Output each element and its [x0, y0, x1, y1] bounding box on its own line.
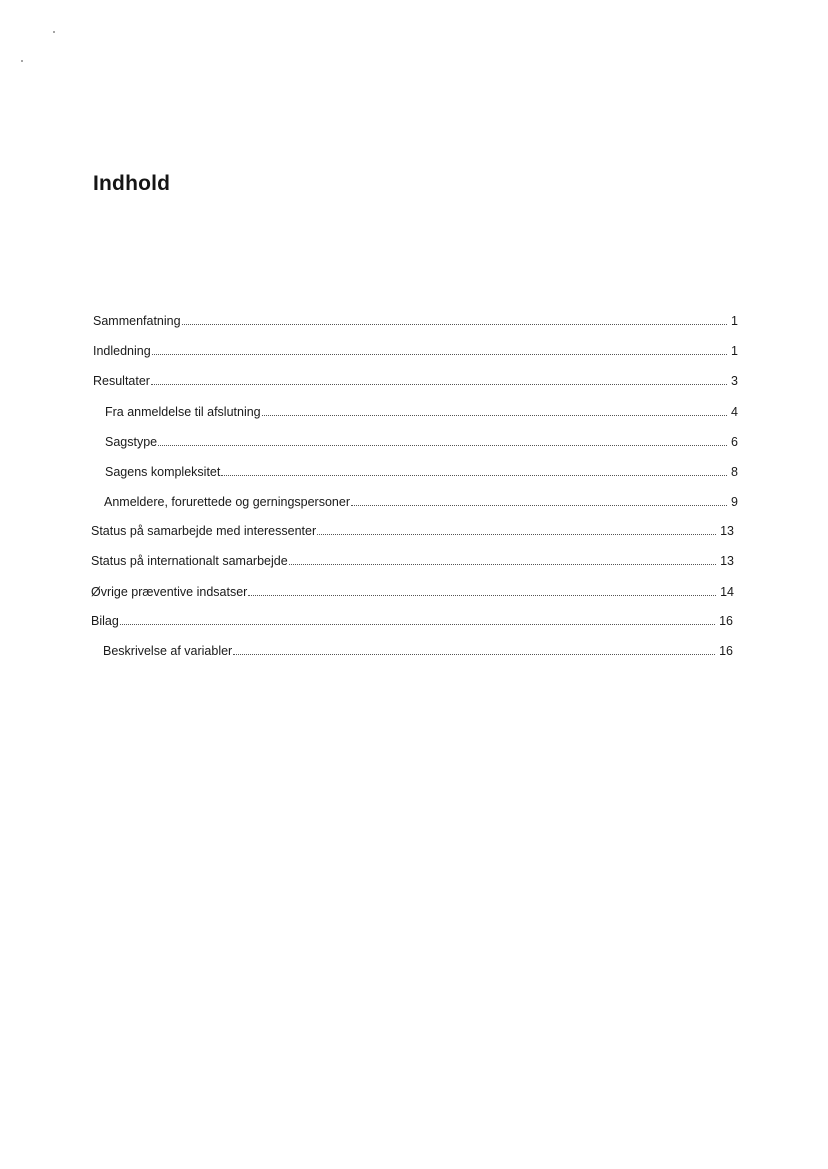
- toc-dot-leader: [120, 624, 715, 625]
- toc-entry-bilag[interactable]: [91, 613, 733, 629]
- toc-entry-label: Anmeldere, forurettede og gerningspersoner: [104, 495, 350, 509]
- toc-entry-label: Bilag: [91, 614, 119, 628]
- toc-dot-leader: [158, 445, 727, 446]
- page-title: Indhold: [93, 172, 171, 195]
- toc-entry-label: Øvrige præventive indsatser: [91, 585, 248, 599]
- toc-dot-leader: [262, 415, 727, 416]
- toc-dot-leader: [151, 384, 727, 385]
- toc-page-number: 1: [731, 344, 738, 358]
- toc-entry-label: Resultater: [93, 374, 150, 388]
- toc-entry-oevrige-indsatser[interactable]: [91, 584, 734, 600]
- toc-entry-label: Fra anmeldelse til afslutning: [105, 405, 261, 419]
- toc-dot-leader: [182, 324, 727, 325]
- toc-entry-status-interessenter[interactable]: [91, 523, 734, 539]
- toc-entry-fra-anmeldelse[interactable]: [105, 404, 738, 420]
- toc-dot-leader: [351, 505, 727, 506]
- toc-entry-indledning[interactable]: [93, 343, 738, 359]
- toc-entry-status-internationalt[interactable]: [91, 553, 734, 569]
- toc-entry-sagens-kompleksitet[interactable]: [105, 464, 738, 480]
- toc-dot-leader: [248, 595, 716, 596]
- toc-page-number: 16: [719, 644, 733, 658]
- toc-page-number: 1: [731, 314, 738, 328]
- toc-dot-leader: [317, 534, 716, 535]
- toc-entry-label: Indledning: [93, 344, 151, 358]
- toc-entry-label: Sagens kompleksitet: [105, 465, 221, 479]
- toc-entry-sammenfatning[interactable]: [93, 313, 738, 329]
- toc-entry-label: Sammenfatning: [93, 314, 181, 328]
- toc-entry-beskrivelse-variabler[interactable]: [103, 643, 733, 659]
- toc-dot-leader: [221, 475, 727, 476]
- toc-entry-label: Status på samarbejde med interessenter: [91, 524, 317, 538]
- toc-dot-leader: [152, 354, 727, 355]
- toc-dot-leader: [233, 654, 715, 655]
- toc-page-number: 13: [720, 524, 734, 538]
- toc-entry-label: Status på internationalt samarbejde: [91, 554, 288, 568]
- toc-entry-label: Beskrivelse af variabler: [103, 644, 233, 658]
- toc-entry-anmeldere[interactable]: [104, 494, 738, 510]
- toc-dot-leader: [289, 564, 716, 565]
- toc-page-number: 6: [731, 435, 738, 449]
- toc-page-number: 14: [720, 585, 734, 599]
- toc-page-number: 16: [719, 614, 733, 628]
- toc-entry-sagstype[interactable]: [105, 434, 738, 450]
- toc-page-number: 9: [731, 495, 738, 509]
- toc-page-number: 3: [731, 374, 738, 388]
- toc-entry-label: Sagstype: [105, 435, 158, 449]
- toc-page-number: 13: [720, 554, 734, 568]
- toc-entry-resultater[interactable]: [93, 373, 738, 389]
- toc-page-number: 8: [731, 465, 738, 479]
- toc-page-number: 4: [731, 405, 738, 419]
